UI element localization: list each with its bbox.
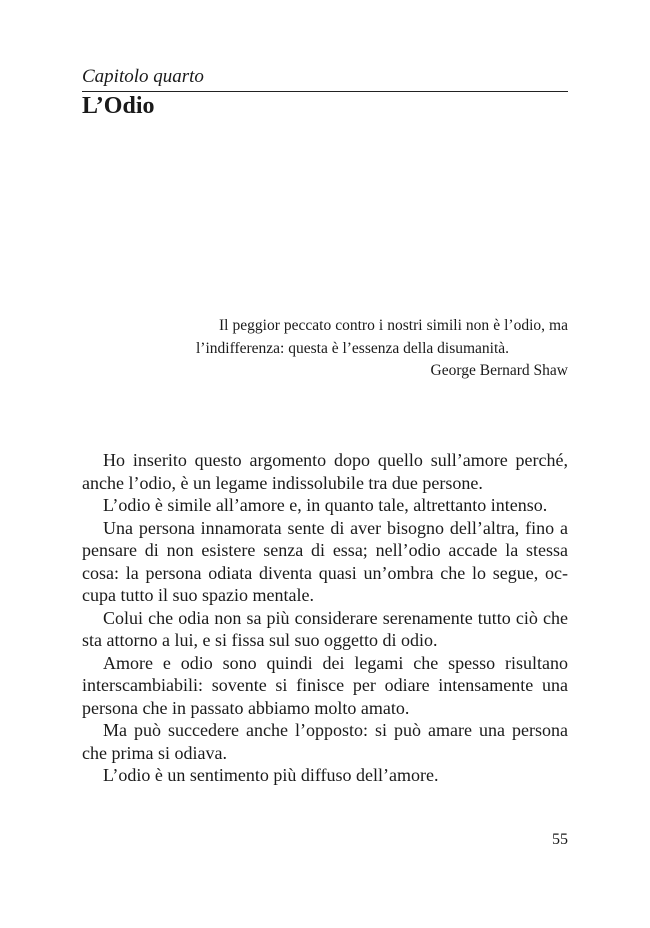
epigraph-attribution: George Bernard Shaw [430, 362, 568, 379]
body-paragraph: Ma può succedere anche l’opposto: si può amare una persona che prima si odiava. [82, 720, 568, 763]
body-paragraph: Colui che odia non sa più considerare serenamente tutto ciò che sta attorno a lui, e si fissa sul suo oggetto di odio. [82, 607, 568, 650]
header-rule [82, 91, 568, 92]
body-paragraph: Una persona innamorata sente di aver bisogno dell’altra, fino a pensare di non esistere senza di essa; nell’odio accade la stessa cosa: la persona odiata diventa quasi un’ombra che lo segue, occupa tutto il suo spazio mentale. [82, 517, 568, 605]
page-number: 55 [552, 831, 568, 848]
body-paragraph: L’odio è un sentimento più diffuso dell’amore. [103, 765, 439, 785]
epigraph-quote: Il peggior peccato contro i nostri simili non è l’odio, ma l’indifferenza: questa è l’essenza della disumanità. [196, 317, 568, 357]
body-paragraph: Ho inserito questo argomento dopo quello sull’amore perché, anche l’odio, è un legame indissolubile tra due persone. [82, 450, 568, 493]
body-text [82, 449, 568, 787]
body-paragraph: L’odio è simile all’amore e, in quanto tale, altrettanto intenso. [103, 495, 548, 515]
epigraph [196, 315, 568, 383]
chapter-title: L’Odio [82, 93, 155, 119]
chapter-label: Capitolo quarto [82, 66, 204, 87]
body-paragraph: Amore e odio sono quindi dei legami che spesso risultano interscambiabili: sovente si finisce per odiare intensamente una persona che in passato abbiamo molto amato. [82, 652, 568, 718]
